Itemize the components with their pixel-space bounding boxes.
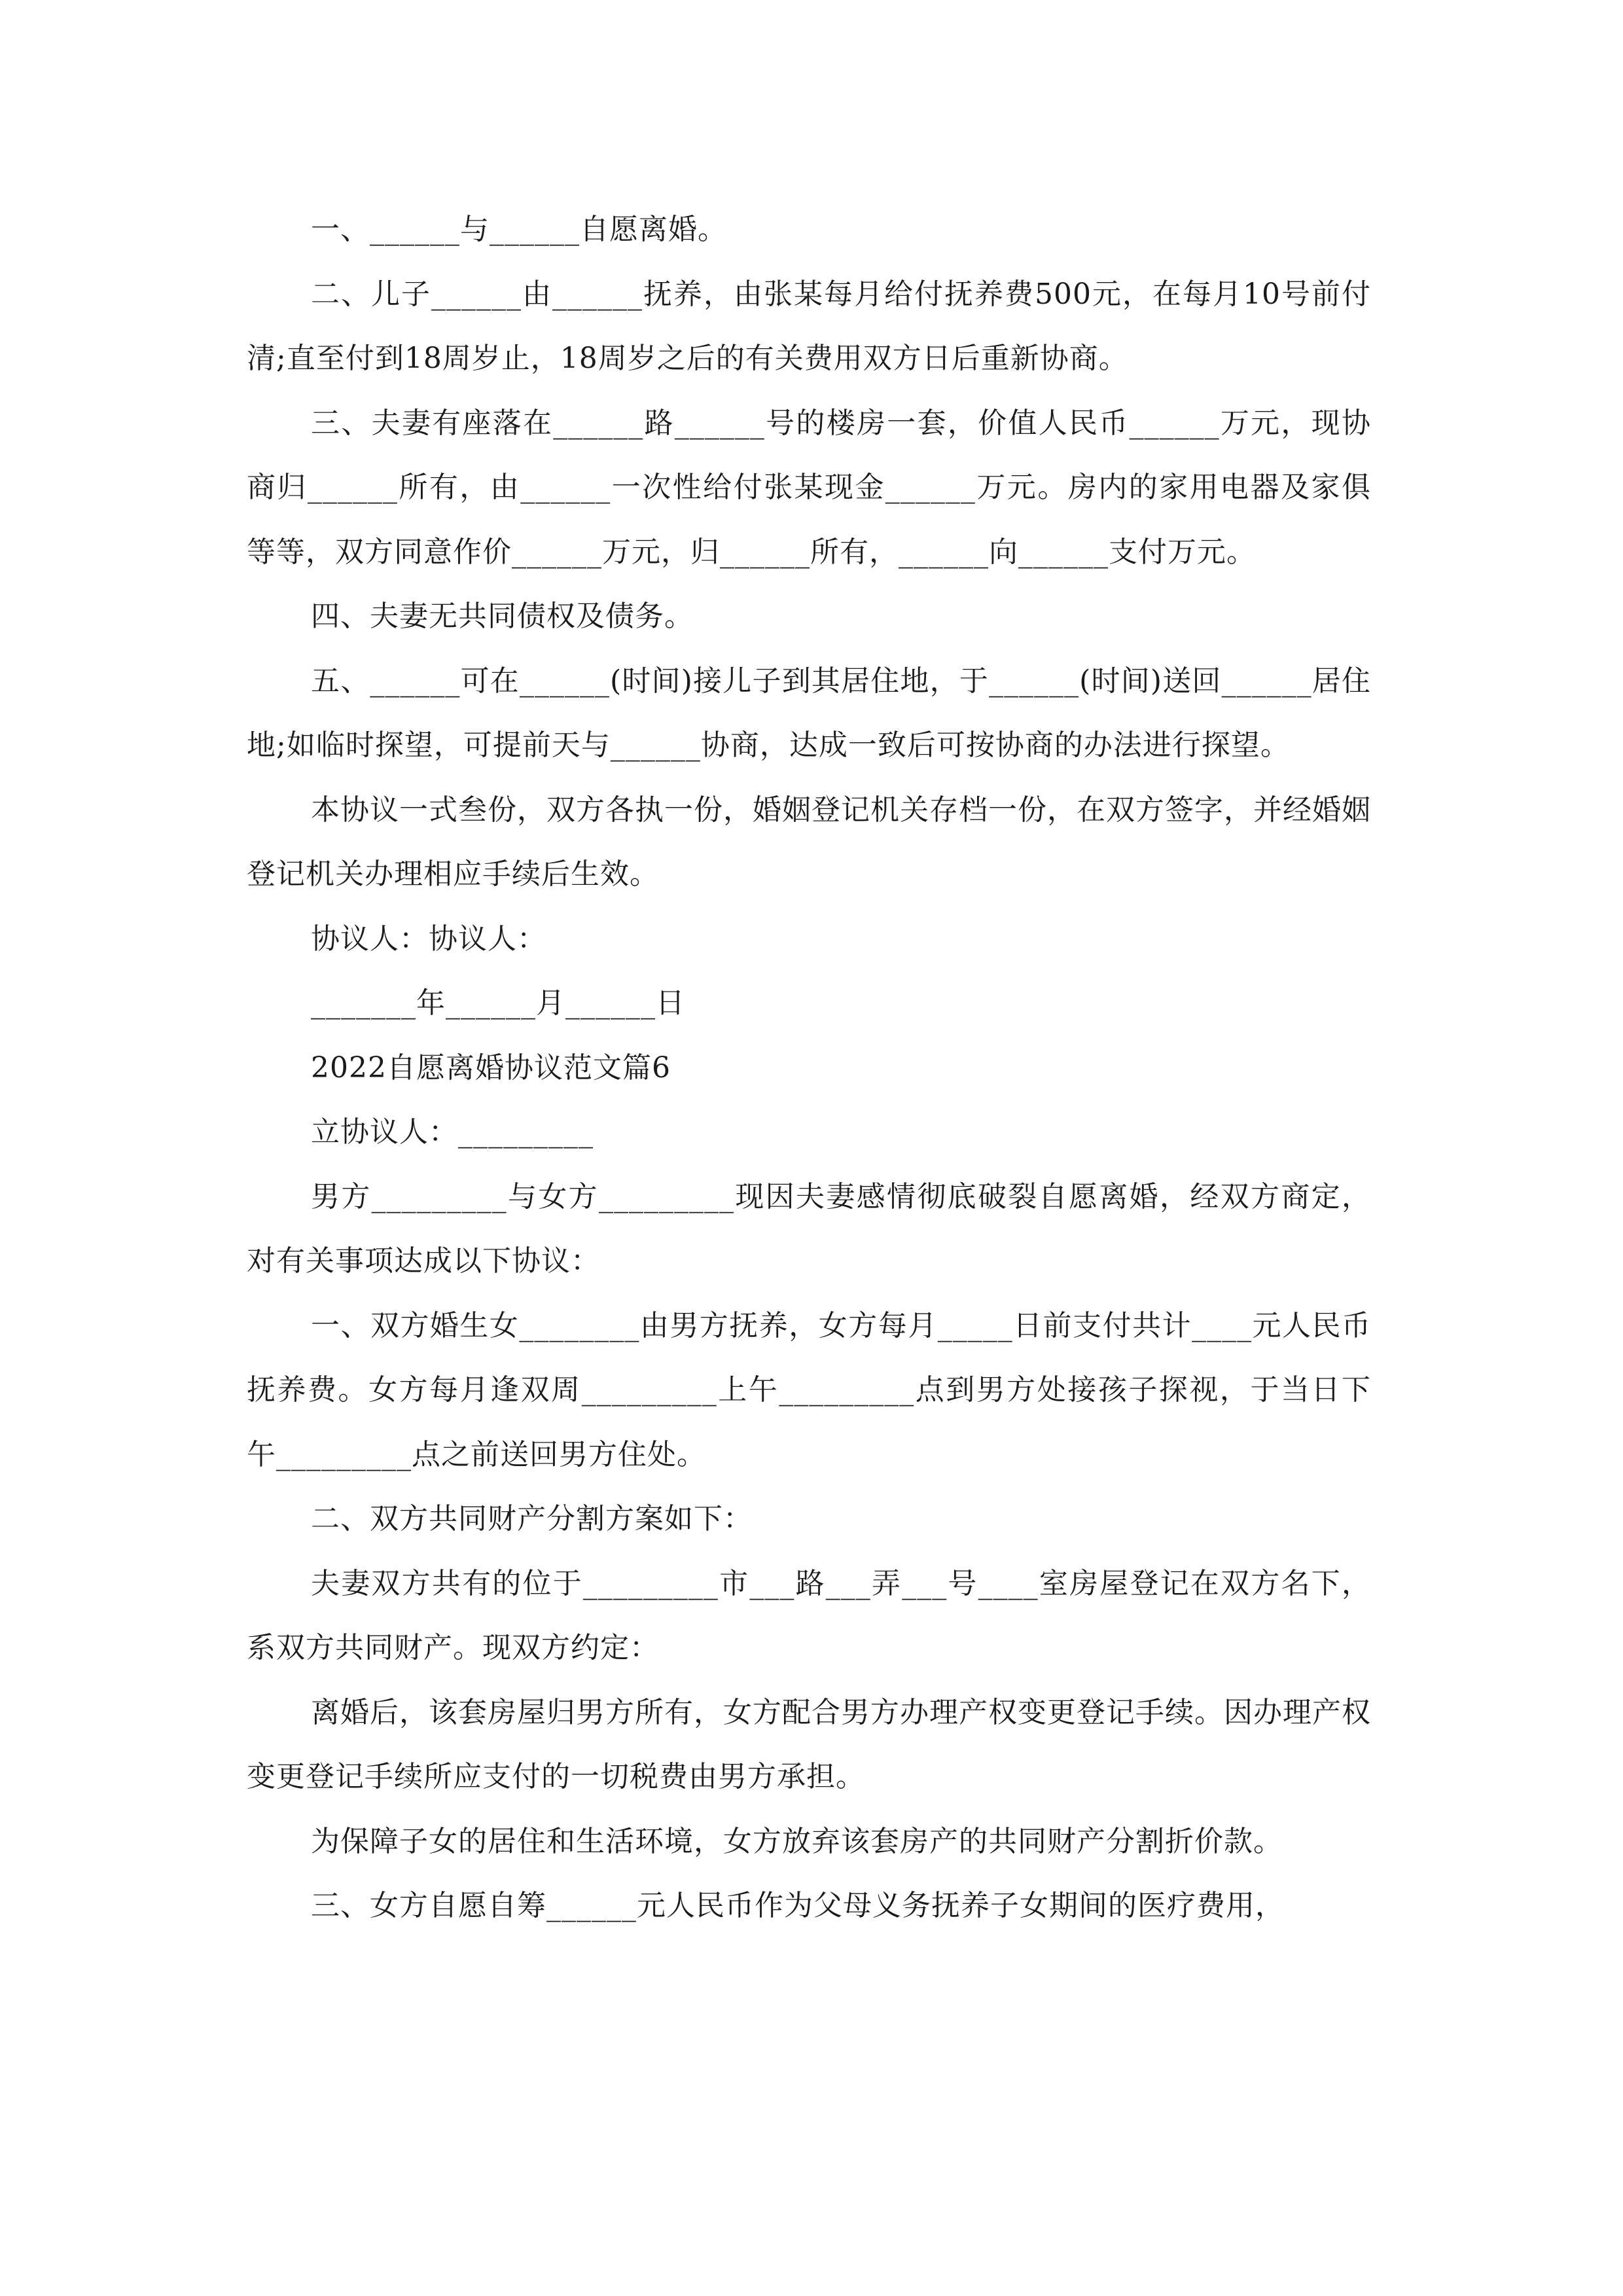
section-title: 2022自愿离婚协议范文篇6 <box>311 1050 671 1085</box>
article-2-after-divorce: 离婚后，该套房屋归男方所有，女方配合男方办理产权变更登记手续。因办理产权变更登记手续所应支付的一切税费由男方承担。 <box>247 1695 1371 1793</box>
date-line: _______年______月______日 <box>311 986 685 1020</box>
article-3-medical-fund: 三、女方自愿自筹______元人民币作为父母义务抚养子女期间的医疗费用， <box>311 1889 1285 1922</box>
preamble: 男方_________与女方_________现因夫妻感情彻底破裂自愿离婚，经双方商定，对有关事项达成以下协议： <box>247 1179 1371 1278</box>
clause-2-child-support: 二、儿子______由______抚养，由张某每月给付抚养费500元，在每月10号前付清;直至付到18周岁止，18周岁之后的有关费用双方日后重新协商。 <box>247 277 1371 375</box>
article-1-custody: 一、双方婚生女________由男方抚养，女方每月_____日前支付共计____元人民币抚养费。女方每月逢双周_________上午_________点到男方处接孩子探视，于当日下午_________点之前送回男方住处。 <box>247 1308 1371 1471</box>
agreement-copies: 本协议一式叁份，双方各执一份，婚姻登记机关存档一份，在双方签字，并经婚姻登记机关办理相应手续后生效。 <box>247 793 1371 891</box>
agreement-party-line: 立协议人：_________ <box>311 1115 594 1149</box>
signatories-line: 协议人：协议人： <box>311 922 546 956</box>
clause-1-divorce-parties: 一、______与______自愿离婚。 <box>311 213 727 246</box>
article-2-property-location: 夫妻双方共有的位于_________市___路___弄___号____室房屋登记在双方名下，系双方共同财产。现双方约定： <box>247 1566 1371 1664</box>
article-2-heading: 二、双方共同财产分割方案如下： <box>311 1502 753 1535</box>
clause-3-property: 三、夫妻有座落在______路______号的楼房一套，价值人民币______万元，现协商归______所有，由______一次性给付张某现金______万元。房内的家用电器及家俱等等，双方同意作价______万元，归______所有，______向______支付万元。 <box>247 406 1371 569</box>
document-body <box>247 198 1371 1939</box>
article-2-waiver: 为保障子女的居住和生活环境，女方放弃该套房产的共同财产分割折价款。 <box>311 1824 1283 1858</box>
clause-5-visitation: 五、______可在______(时间)接儿子到其居住地，于______(时间)送回______居住地;如临时探望，可提前天与______协商，达成一致后可按协商的办法进行探望。 <box>247 664 1371 762</box>
clause-4-debts: 四、夫妻无共同债权及债务。 <box>311 600 694 633</box>
